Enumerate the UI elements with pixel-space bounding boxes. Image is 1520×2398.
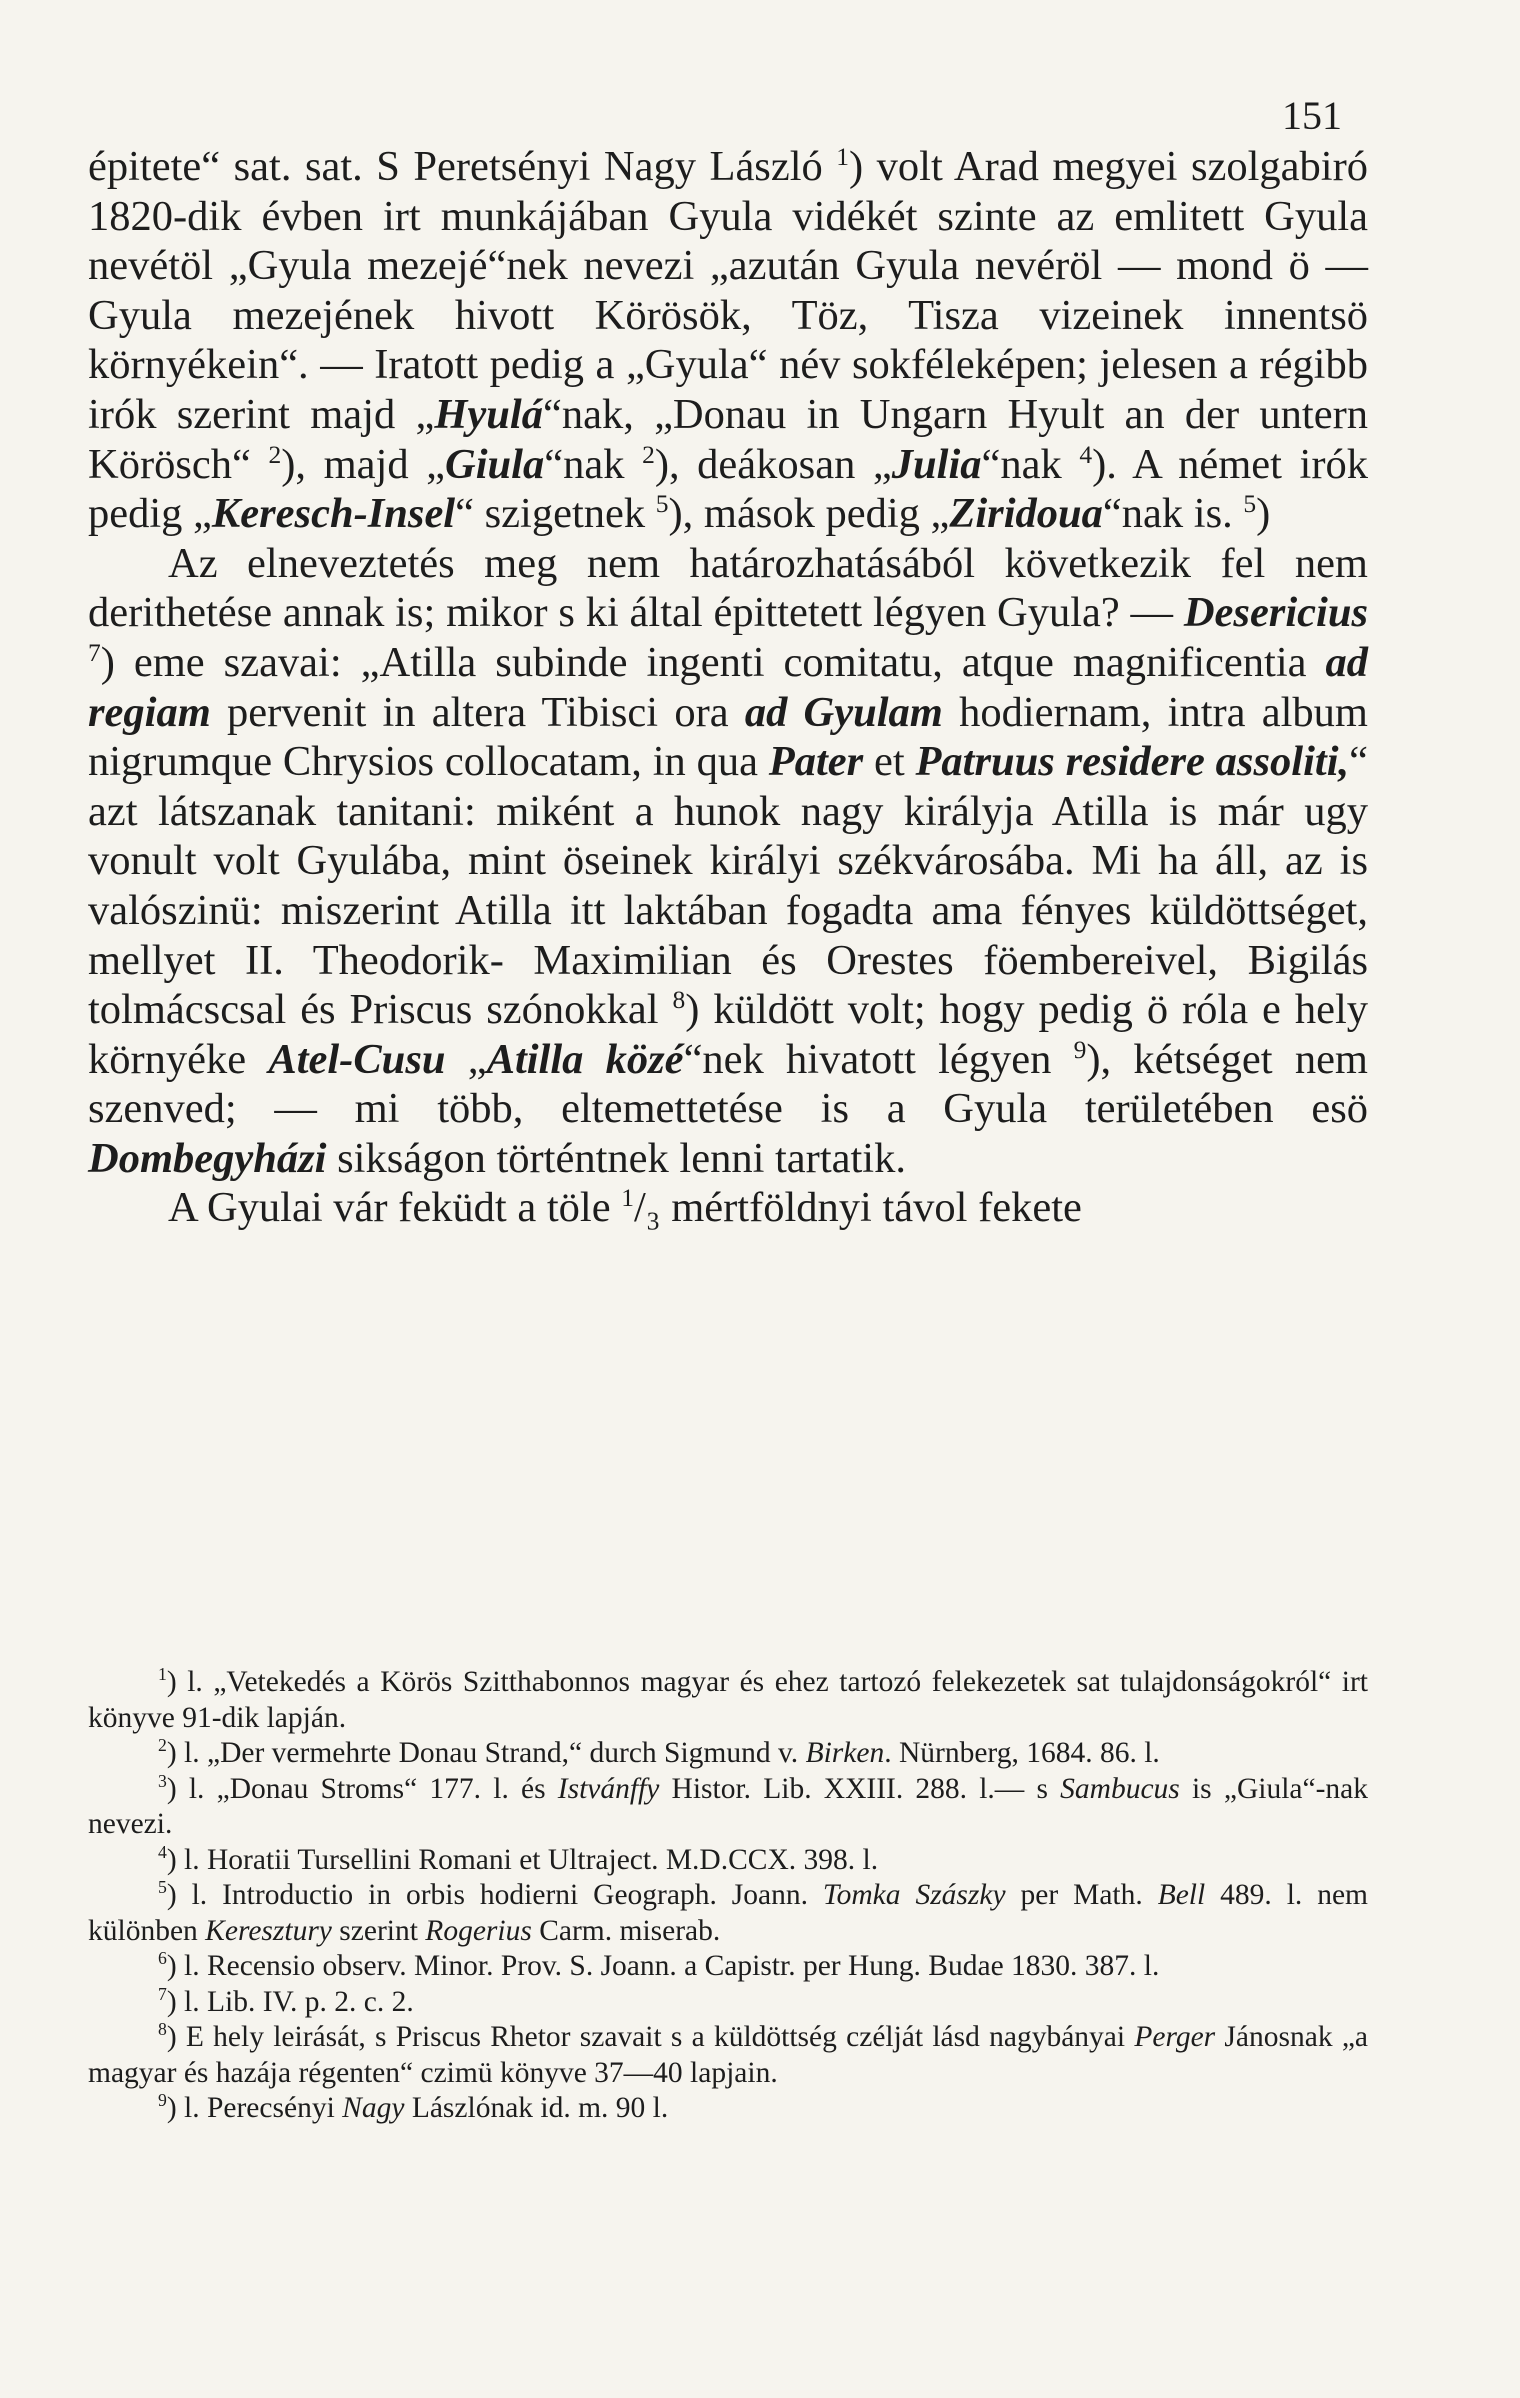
emphasis-text: Sambucus [1060, 1772, 1180, 1805]
emphasis-text: Keresch-Insel [211, 490, 456, 538]
emphasis-text: ad regiam [88, 638, 1368, 736]
footnote-ref: 2 [268, 439, 282, 469]
footnote [88, 1878, 1368, 1949]
text-run: “ azt látszanak tanitani: miként a hunok nagy királyja Atilla is már ugy vonult volt Gyulába, mint öseinek királyi székvárosába. Mi ha áll, az is valószinü: miszerint Atilla itt laktában fogadta ama fényes küldöttséget, mellyet II. Theodorik- Maximilian és Orestes föembereivel, Bigilás tolmácscsal és Priscus szónokkal [88, 738, 1368, 1034]
emphasis-text: Tomka Szászky [822, 1879, 1006, 1911]
text-run: sikságon történtnek lenni tartatik. [326, 1134, 906, 1182]
text-run: is „Giula“-nak nevezi. [88, 1772, 1368, 1840]
text-run: ) l. „Der vermehrte Donau Strand,“ durch Sigmund v. [166, 1737, 806, 1769]
emphasis-text: Dombegyházi [88, 1134, 327, 1182]
emphasis-text: Istvánffy [557, 1772, 660, 1805]
text-run: “nak is. [1102, 490, 1244, 538]
footnote [88, 1665, 1368, 1736]
footnote-ref: 9 [1073, 1034, 1087, 1064]
emphasis-text: Patruus residere assoliti, [915, 738, 1350, 786]
text-run: et [863, 738, 916, 786]
text-run: “ szigetnek [455, 490, 656, 538]
footnote-ref: 5 [158, 1877, 167, 1898]
footnote-ref: 7 [158, 1983, 167, 2004]
footnote-ref: 5 [1243, 489, 1257, 518]
emphasis-text: Pater [768, 738, 864, 786]
footnote [88, 1736, 1368, 1772]
text-run: per Math. [1005, 1879, 1158, 1911]
footnotes [88, 1665, 1368, 2127]
emphasis-text: Birken [805, 1737, 885, 1769]
footnote-ref: 8 [158, 2019, 167, 2040]
page-number: 151 [1282, 93, 1342, 138]
text-run: ) volt Arad megyei szolgabiró 1820-dik évben irt munkájában Gyula vidékét szinte az emlitett Gyula nevétöl „Gyula mezejé“nek nevezi „azután Gyula nevéröl — mond ö — Gyula mezejének hivott Körösök, Töz, Tisza vizeinek innentsö környékein“. — Iratott pedig a „Gyula“ név sokféleképen; jelesen a régibb irók szerint majd „ [88, 143, 1368, 438]
text-run: /₃ mértföldnyi távol fekete [633, 1184, 1082, 1232]
footnote [88, 2091, 1368, 2127]
footnote-ref: 1 [158, 1664, 167, 1685]
text-run: “nak, „Donau in Ungarn Hyult an der untern Körösch“ [88, 390, 1368, 488]
emphasis-text: Atilla közé [486, 1035, 684, 1083]
text-run: ) küldött volt; hogy pedig ö róla e hely környéke [88, 986, 1369, 1083]
footnote-ref: 2 [158, 1735, 167, 1756]
text-run: ) l. „Vetekedés a Körös Szitthabonnos magyar és ehez tartozó felekezetek sat tulajdonságokról“ irt könyve 91-dik lapján. [88, 1666, 1368, 1734]
footnote-ref: 1 [621, 1183, 634, 1213]
text-run: “nak [981, 440, 1080, 488]
emphasis-text: Desericius [1183, 589, 1368, 637]
text-run: szerint [331, 1914, 426, 1947]
text-run: “nak [544, 440, 643, 488]
text-run: ) l. Recensio observ. Minor. Prov. S. Joann. a Capistr. per Hung. Budae 1830. 387. l. [166, 1950, 1160, 1982]
text-run: ) [1256, 490, 1271, 538]
text-run: Jánosnak „a magyar és hazája régenten“ czimü könyve 37—40 lapjain. [88, 2021, 1369, 2089]
footnote-ref: 4 [1079, 439, 1093, 469]
text-run: ) l. Horatii Tursellini Romani et Ultraject. M.D.CCX. 398. l. [166, 1843, 879, 1876]
text-run: Carm. miserab. [531, 1914, 721, 1947]
text-run: Az elneveztetés meg nem határozhatásából következik fel nem derithetése annak is; mikor s ki által épittetett légyen Gyula? — [88, 539, 1368, 637]
emphasis-text: Nagy [342, 2092, 405, 2124]
emphasis-text: Bell [1157, 1879, 1206, 1911]
footnote [88, 1843, 1368, 1879]
footnote [88, 2020, 1368, 2091]
text-run: Lászlónak id. m. 90 l. [404, 2092, 669, 2124]
main-text [88, 142, 1368, 1233]
emphasis-text: Perger [1134, 2021, 1216, 2053]
text-run: 489. l. nem különben [88, 1879, 1368, 1947]
emphasis-text: Atel-Cusu [268, 1035, 446, 1083]
emphasis-text: Hyulá [434, 390, 543, 438]
text-run: ) l. „Donau Stroms“ 177. l. és [166, 1772, 558, 1805]
text-run: Histor. Lib. XXIII. 288. l.— s [659, 1772, 1061, 1805]
text-run: ), majd „ [281, 440, 446, 488]
footnote [88, 1772, 1368, 1843]
emphasis-text: Keresztury [205, 1914, 332, 1947]
text-run: pervenit in altera Tibisci ora [210, 688, 745, 736]
text-run: hodiernam, intra album nigrumque Chrysios collocatam, in qua [88, 688, 1368, 786]
footnote [88, 1949, 1368, 1985]
emphasis-text: ad Gyulam [744, 688, 943, 736]
text-run: épitete“ sat. sat. S Peretsényi Nagy László [88, 143, 837, 190]
text-run: ) l. Perecsényi [166, 2092, 343, 2124]
footnote-ref: 6 [158, 1948, 167, 1969]
footnote-ref: 8 [672, 984, 686, 1014]
emphasis-text: Giula [445, 440, 545, 488]
text-run: ), deákosan „ [654, 440, 892, 488]
text-run: A Gyulai vár feküdt a töle [168, 1184, 622, 1232]
text-run: ), mások pedig „ [668, 490, 950, 538]
text-run: ). A német irók pedig „ [88, 440, 1368, 538]
paragraph [88, 539, 1368, 1184]
footnote-ref: 7 [88, 637, 101, 667]
footnote-ref: 2 [642, 439, 655, 469]
text-run: ) l. Lib. IV. p. 2. c. 2. [166, 1985, 414, 2018]
footnote-ref: 4 [158, 1841, 167, 1862]
footnote-ref: 5 [655, 489, 669, 518]
text-run: „ [445, 1035, 487, 1083]
footnote-ref: 9 [158, 2090, 167, 2111]
text-run: “nek hivatott légyen [683, 1035, 1074, 1083]
text-run: ) eme szavai: „Atilla subinde ingenti comitatu, atque magnificentia [100, 638, 1326, 686]
paragraph [88, 1183, 1368, 1233]
paragraph [88, 142, 1368, 539]
footnote [88, 1985, 1368, 2021]
text-run: . Nürnberg, 1684. 86. l. [884, 1737, 1160, 1769]
text-run: ) E hely leirását, s Priscus Rhetor szavait s a küldöttség czélját lásd nagybányai [166, 2021, 1135, 2053]
text-run: ) l. Introductio in orbis hodierni Geograph. Joann. [166, 1879, 823, 1911]
emphasis-text: Julia [891, 440, 982, 488]
emphasis-text: Ziridoua [949, 490, 1103, 538]
footnote-ref: 3 [158, 1770, 167, 1791]
emphasis-text: Rogerius [425, 1914, 532, 1947]
text-run: ), kétséget nem szenved; — mi több, eltemettetése is a Gyula területében esö [88, 1035, 1368, 1133]
footnote-ref: 1 [836, 141, 850, 171]
